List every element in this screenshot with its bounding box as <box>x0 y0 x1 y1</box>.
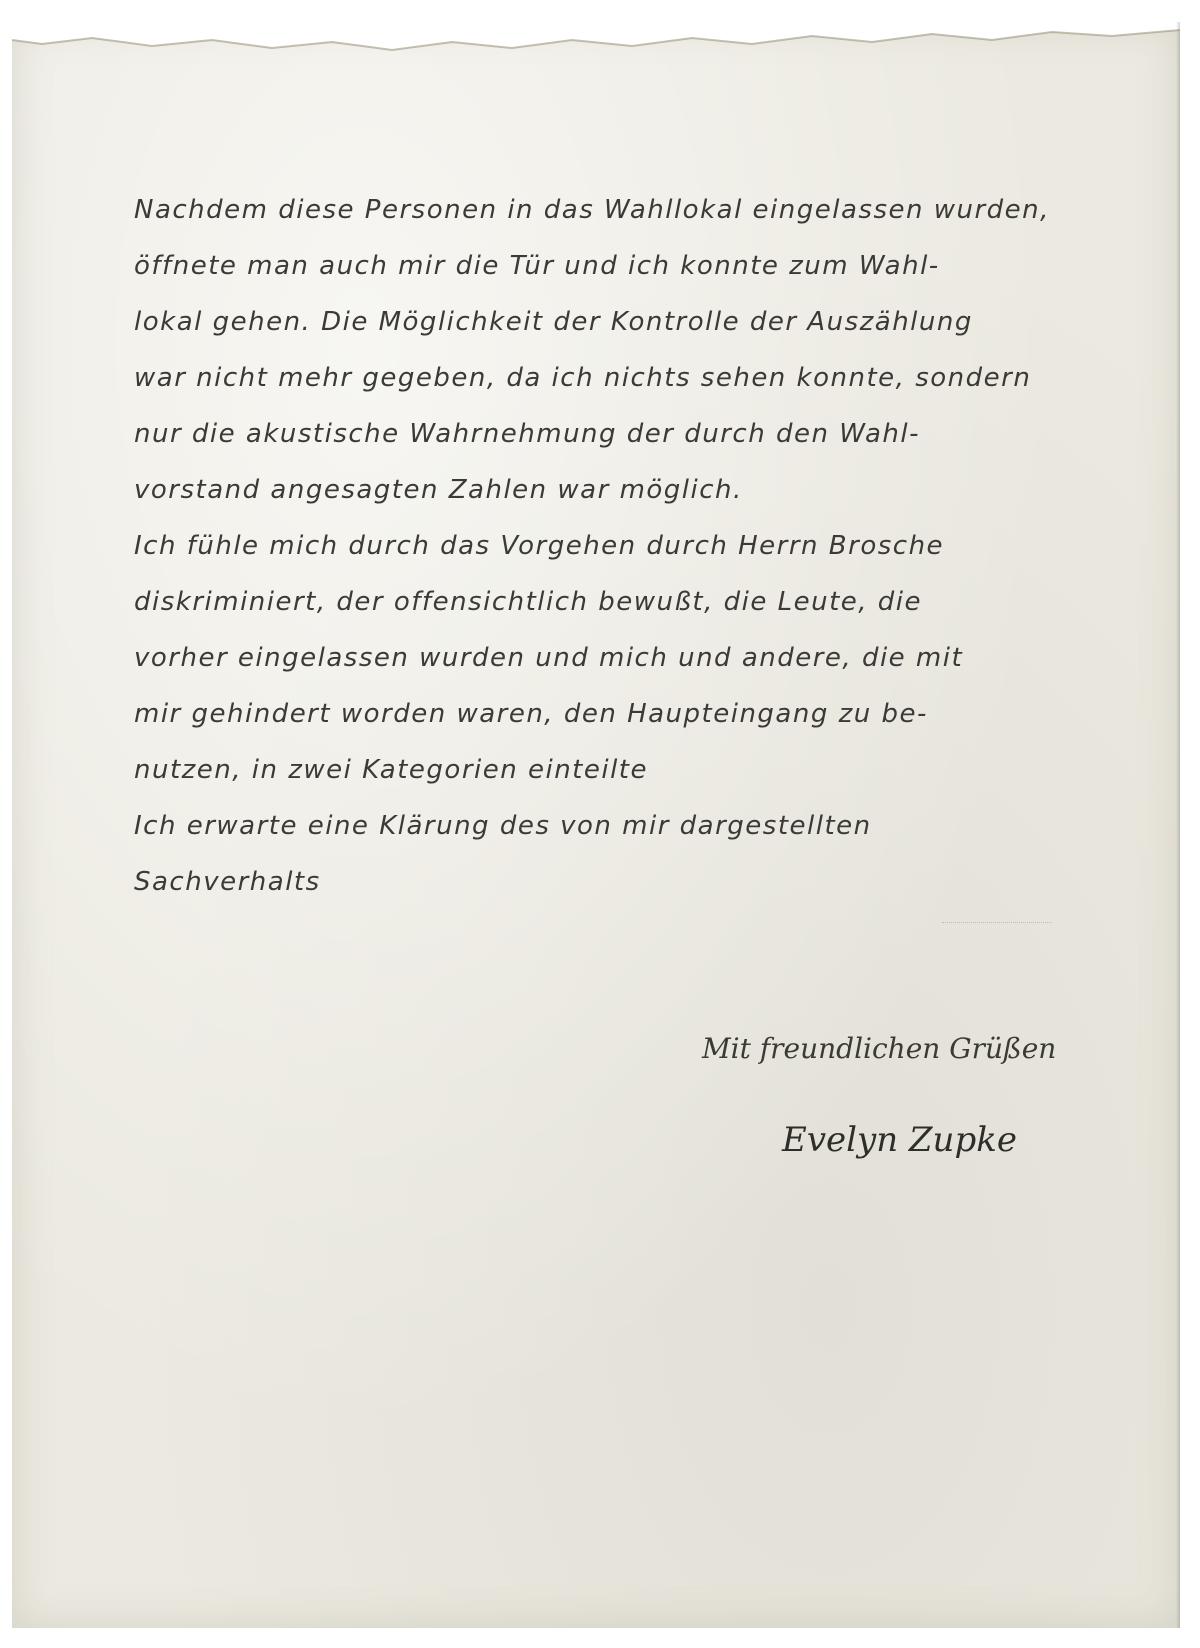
faint-mark <box>942 922 1052 937</box>
letter-line: mir gehindert worden waren, den Haupteingang zu be- <box>134 699 928 729</box>
torn-top-edge <box>12 22 1180 62</box>
letter-line: vorstand angesagten Zahlen war möglich. <box>134 475 743 505</box>
sheet-edge-shadow <box>1176 22 1180 1628</box>
letter-line: lokal gehen. Die Möglichkeit der Kontrolle der Auszählung <box>134 307 973 337</box>
letter-line: Ich fühle mich durch das Vorgehen durch Herrn Brosche <box>134 531 945 561</box>
letter-body <box>134 182 1134 910</box>
letter-line: Ich erwarte eine Klärung des von mir dargestellten <box>134 811 872 841</box>
letter-line: Nachdem diese Personen in das Wahllokal eingelassen wurden, <box>134 195 1050 225</box>
letter-line: war nicht mehr gegeben, da ich nichts sehen konnte, sondern <box>134 363 1032 393</box>
letter-line: nutzen, in zwei Kategorien einteilte <box>134 755 649 785</box>
letter-line: nur die akustische Wahrnehmung der durch den Wahl- <box>134 419 921 449</box>
closing-salutation: Mit freundlichen Grüßen <box>702 1032 1057 1065</box>
letter-line: Sachverhalts <box>134 867 321 897</box>
letter-line: vorher eingelassen wurden und mich und andere, die mit <box>134 643 964 673</box>
paper-sheet <box>12 22 1180 1628</box>
letter-line: öffnete man auch mir die Tür und ich konnte zum Wahl- <box>134 251 940 281</box>
letter-line: diskriminiert, der offensichtlich bewußt, die Leute, die <box>134 587 923 617</box>
signature: Evelyn Zupke <box>782 1120 1017 1160</box>
